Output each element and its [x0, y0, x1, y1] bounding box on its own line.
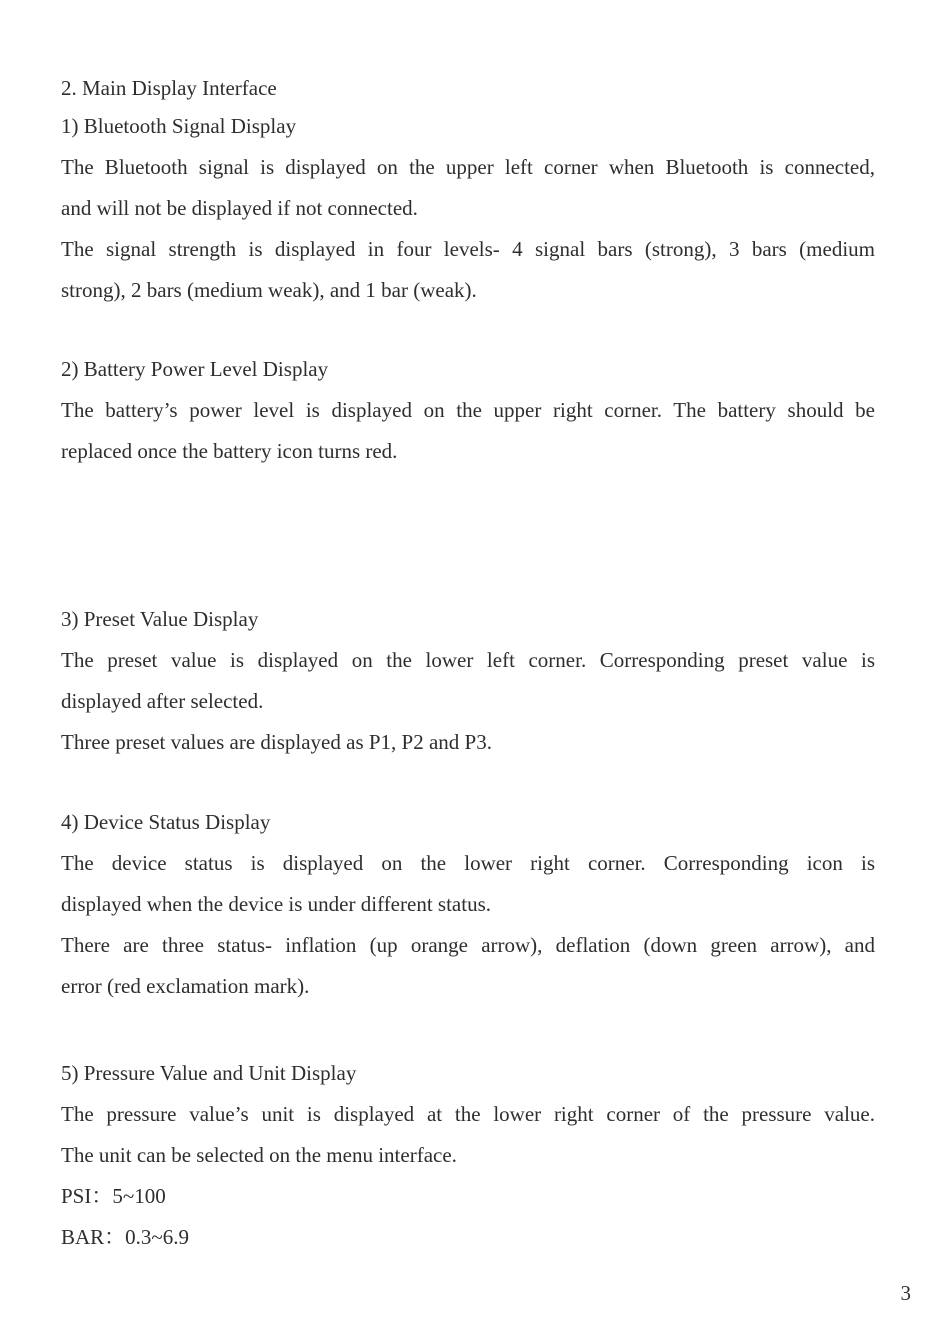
- bar-range: BAR：0.3~6.9: [61, 1225, 190, 1249]
- paragraph-line: Three preset values are displayed as P1, P2 and P3.: [61, 730, 492, 754]
- heading-preset-value: 3) Preset Value Display: [61, 607, 259, 631]
- paragraph-line: The preset value is displayed on the lower left corner. Corresponding preset value is: [61, 648, 875, 672]
- paragraph-line: The Bluetooth signal is displayed on the upper left corner when Bluetooth is connected,: [61, 155, 875, 179]
- paragraph-line: The device status is displayed on the lower right corner. Corresponding icon is: [61, 851, 875, 875]
- paragraph-line: error (red exclamation mark).: [61, 974, 310, 998]
- heading-device-status: 4) Device Status Display: [61, 810, 271, 834]
- psi-range: PSI：5~100: [61, 1184, 166, 1208]
- paragraph-line: The pressure value’s unit is displayed at the lower right corner of the pressure value.: [61, 1102, 875, 1126]
- page-number: 3: [900, 1281, 911, 1305]
- section-title: 2. Main Display Interface: [61, 76, 277, 100]
- paragraph-line: There are three status- inflation (up orange arrow), deflation (down green arrow), and: [61, 933, 875, 957]
- paragraph-line: displayed when the device is under different status.: [61, 892, 491, 916]
- paragraph-line: displayed after selected.: [61, 689, 264, 713]
- paragraph-line: and will not be displayed if not connected.: [61, 196, 418, 220]
- paragraph-line: The battery’s power level is displayed on the upper right corner. The battery should be: [61, 398, 875, 422]
- paragraph-line: The signal strength is displayed in four levels- 4 signal bars (strong), 3 bars (medium: [61, 237, 875, 261]
- paragraph-line: The unit can be selected on the menu interface.: [61, 1143, 457, 1167]
- heading-bluetooth-signal: 1) Bluetooth Signal Display: [61, 114, 297, 138]
- paragraph-line: replaced once the battery icon turns red.: [61, 439, 398, 463]
- heading-pressure-unit: 5) Pressure Value and Unit Display: [61, 1061, 357, 1085]
- heading-battery-level: 2) Battery Power Level Display: [61, 357, 329, 381]
- paragraph-line: strong), 2 bars (medium weak), and 1 bar (weak).: [61, 278, 477, 302]
